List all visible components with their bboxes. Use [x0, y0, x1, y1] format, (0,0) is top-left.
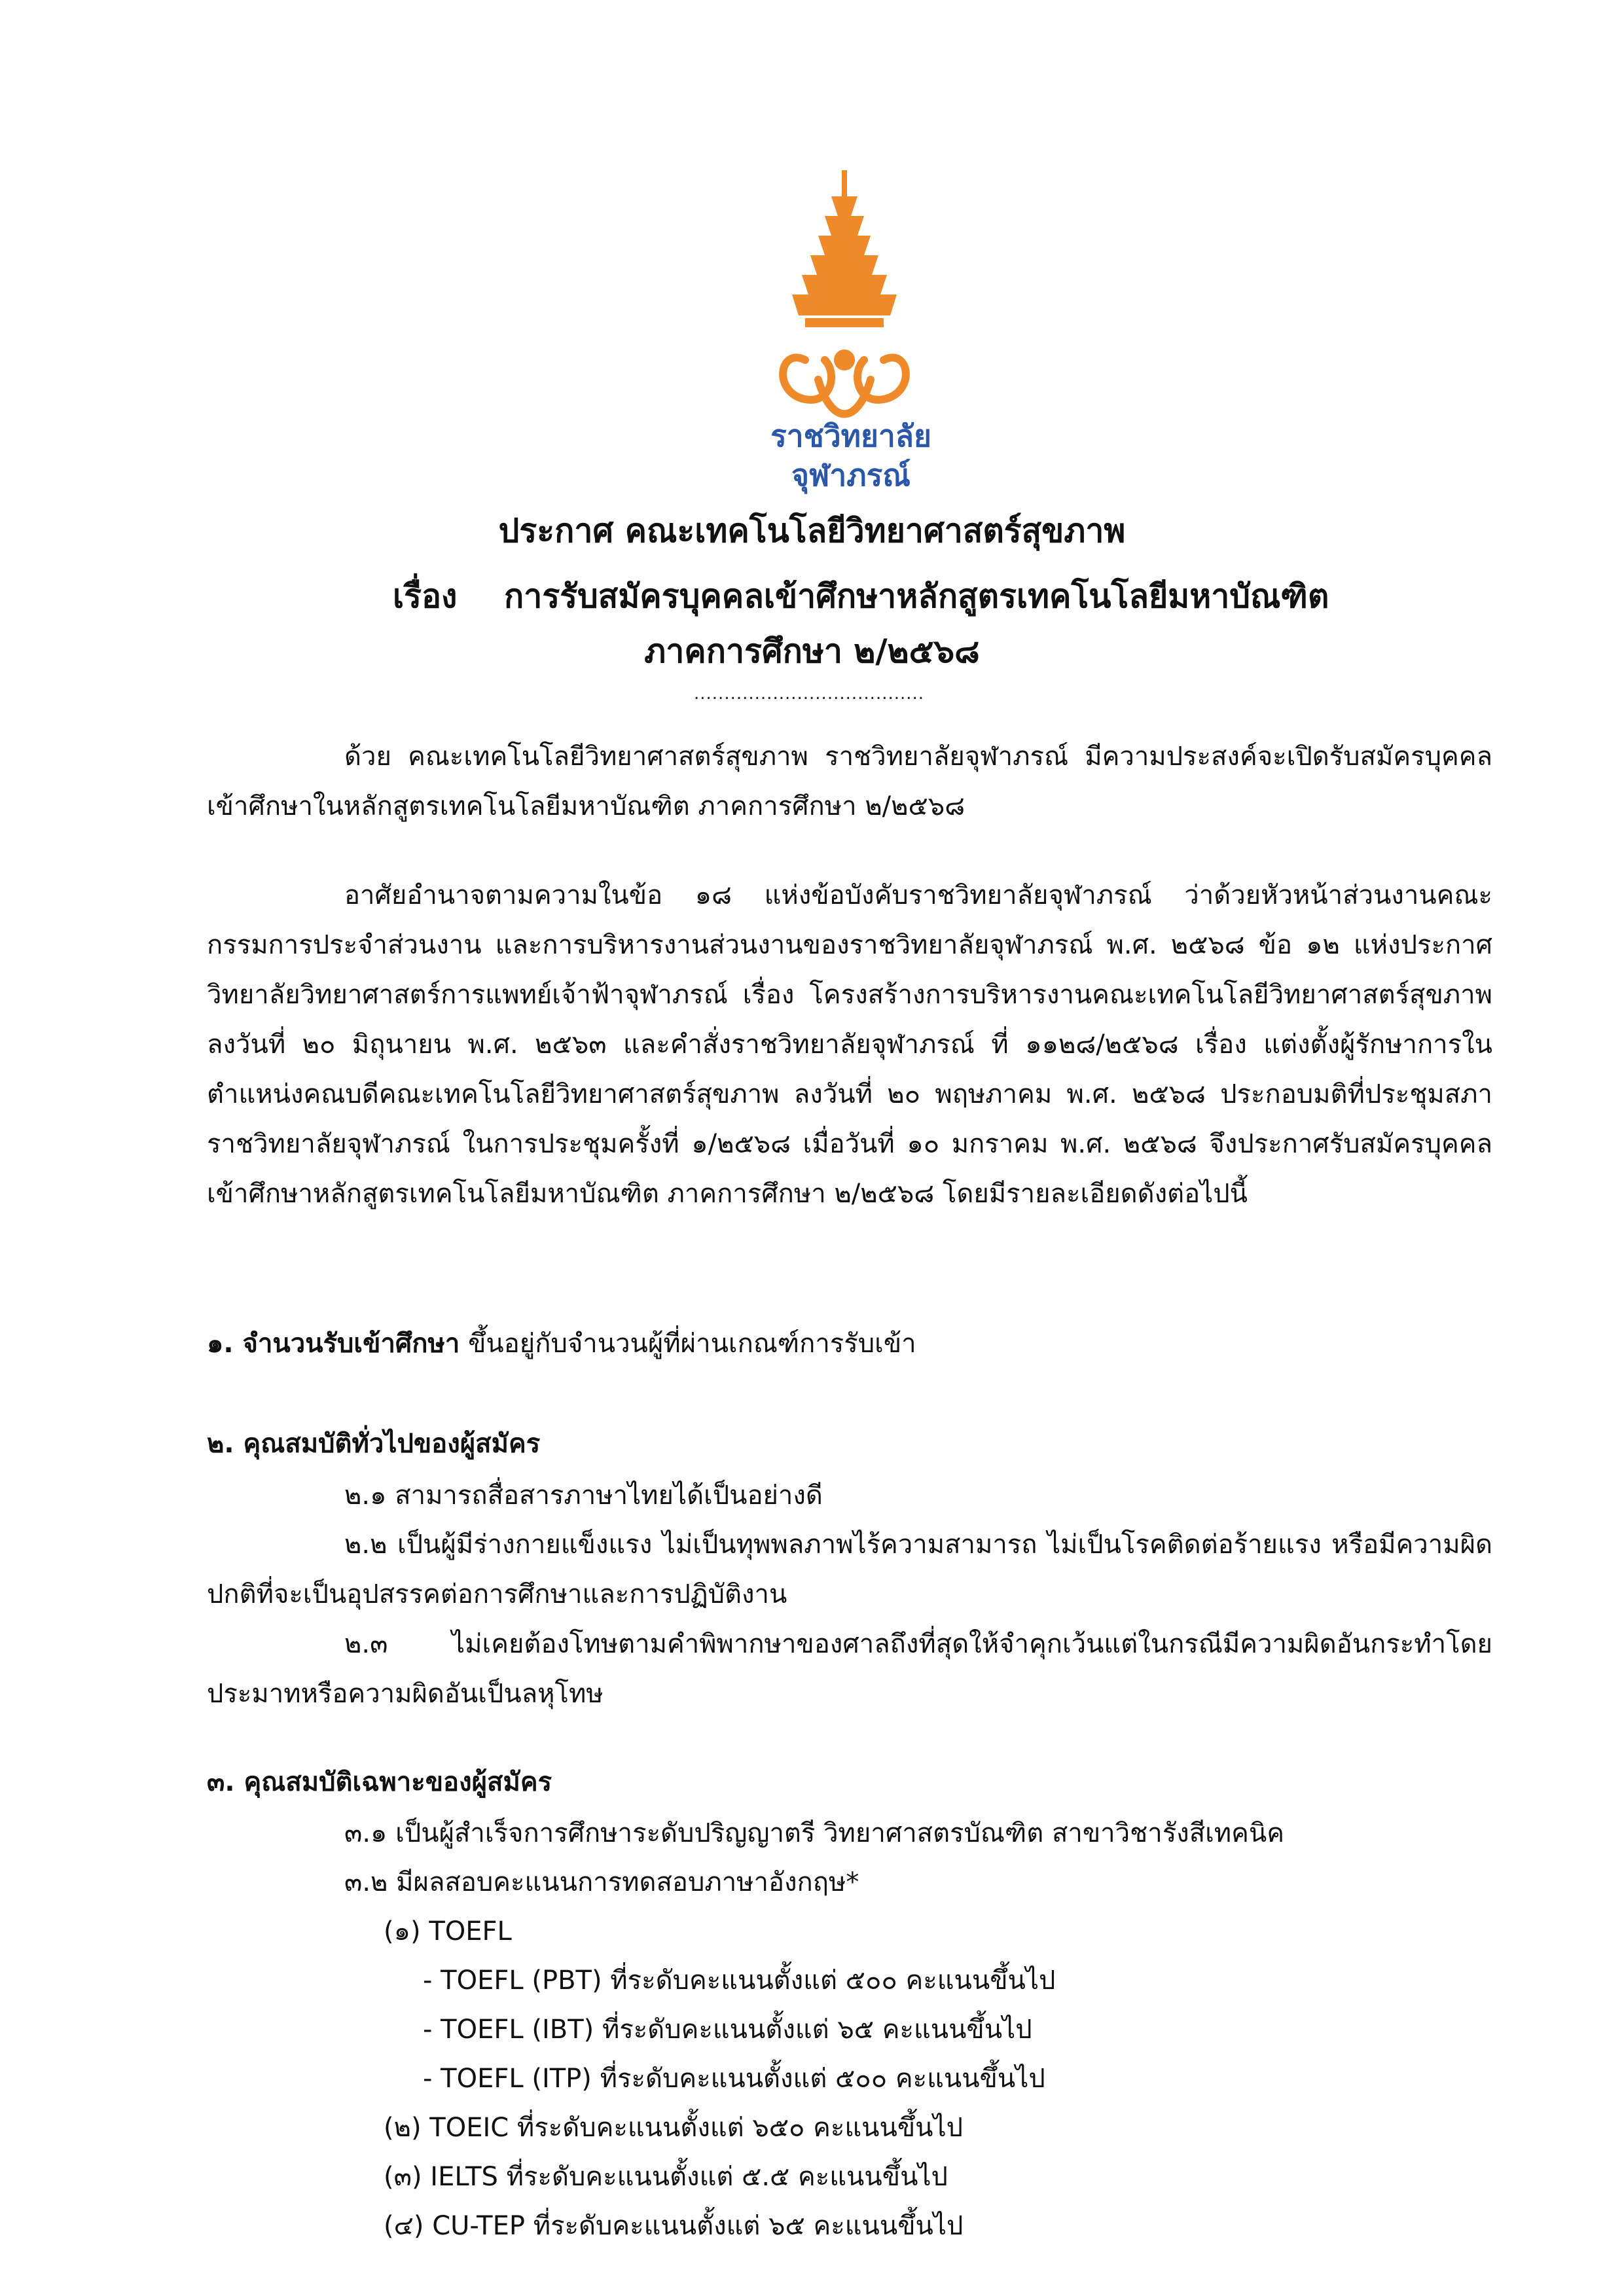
- section-2-item-1: ๒.๑ สามารถสื่อสารภาษาไทยได้เป็นอย่างดี: [344, 1480, 823, 1511]
- toefl-item: (๑) TOEFL: [384, 1916, 512, 1946]
- subject-text: การรับสมัครบุคคลเข้าศึกษาหลักสูตรเทคโนโลยีมหาบัณฑิต: [504, 577, 1329, 615]
- dotted-divider: ......................................: [694, 684, 925, 704]
- section-2-heading: ๒. คุณสมบัติทั่วไปของผู้สมัคร: [207, 1429, 541, 1459]
- section-3-heading: ๓. คุณสมบัติเฉพาะของผู้สมัคร: [207, 1767, 552, 1797]
- section-3-item-1: ๓.๑ เป็นผู้สำเร็จการศึกษาระดับปริญญาตรี วิทยาศาสตรบัณฑิต สาขาวิชารังสีเทคนิค: [344, 1818, 1285, 1848]
- toefl-itp-item: - TOEFL (ITP) ที่ระดับคะแนนตั้งแต่ ๕๐๐ คะแนนขึ้นไป: [423, 2064, 1045, 2094]
- section-2-item-3: ๒.๓ ไม่เคยต้องโทษตามคำพิพากษาของศาลถึงที่สุดให้จำคุกเว้นแต่ในกรณีมีความผิดอันกระทำโดยประมาทหรือความผิดอันเป็นลหุโทษ: [207, 1629, 1492, 1709]
- section-1-heading: ๑. จำนวนรับเข้าศึกษา: [207, 1329, 460, 1359]
- section-2-item-2: ๒.๒ เป็นผู้มีร่างกายแข็งแรง ไม่เป็นทุพพลภาพไร้ความสามารถ ไม่เป็นโรคติดต่อร้ายแรง หรือมีความผิดปกติที่จะเป็นอุปสรรคต่อการศึกษาและการปฏิบัติงาน: [207, 1530, 1492, 1609]
- cutep-item: (๔) CU-TEP ที่ระดับคะแนนตั้งแต่ ๖๕ คะแนนขึ้นไป: [384, 2211, 964, 2241]
- intro-paragraph: ด้วย คณะเทคโนโลยีวิทยาศาสตร์สุขภาพ ราชวิทยาลัยจุฬาภรณ์ มีความประสงค์จะเปิดรับสมัครบุคคลเข้าศึกษาในหลักสูตรเทคโนโลยีมหาบัณฑิต ภาคการศึกษา ๒/๒๕๖๘: [207, 742, 1492, 821]
- section-1-text: ขึ้นอยู่กับจำนวนผู้ที่ผ่านเกณฑ์การรับเข้า: [460, 1329, 916, 1359]
- toefl-pbt-item: - TOEFL (PBT) ที่ระดับคะแนนตั้งแต่ ๕๐๐ คะแนนขึ้นไป: [423, 1965, 1056, 1996]
- logo-text-line1: ราชวิทยาลัย: [770, 418, 931, 454]
- crown-spire-icon: [792, 170, 897, 327]
- swirl-emblem-icon: [783, 353, 906, 414]
- ielts-item: (๓) IELTS ที่ระดับคะแนนตั้งแต่ ๕.๕ คะแนนขึ้นไป: [384, 2162, 948, 2192]
- logo-text-line2: จุฬาภรณ์: [791, 457, 911, 493]
- semester-title: ภาคการศึกษา ๒/๒๕๖๘: [644, 632, 980, 670]
- announcement-title: ประกาศ คณะเทคโนโลยีวิทยาศาสตร์สุขภาพ: [498, 512, 1126, 550]
- section-1: [207, 1322, 916, 1364]
- authority-paragraph: อาศัยอำนาจตามความในข้อ ๑๘ แห่งข้อบังคับราชวิทยาลัยจุฬาภรณ์ ว่าด้วยหัวหน้าส่วนงานคณะกรรมการประจำส่วนงาน และการบริหารงานส่วนงานของราชวิทยาลัยจุฬาภรณ์ พ.ศ. ๒๕๖๘ ข้อ ๑๒ แห่งประกาศวิทยาลัยวิทยาศาสตร์การแพทย์เจ้าฟ้าจุฬาภรณ์ เรื่อง โครงสร้างการบริหารงานคณะเทคโนโลยีวิทยาศาสตร์สุขภาพ ลงวันที่ ๒๐ มิถุนายน พ.ศ. ๒๕๖๓ และคำสั่งราชวิทยาลัยจุฬาภรณ์ ที่ ๑๑๒๘/๒๕๖๘ เรื่อง แต่งตั้งผู้รักษาการในตำแหน่งคณบดีคณะเทคโนโลยีวิทยาศาสตร์สุขภาพ ลงวันที่ ๒๐ พฤษภาคม พ.ศ. ๒๕๖๘ ประกอบมติที่ประชุมสภาราชวิทยาลัยจุฬาภรณ์ ในการประชุมครั้งที่ ๑/๒๕๖๘ เมื่อวันที่ ๑๐ มกราคม พ.ศ. ๒๕๖๘ จึงประกาศรับสมัครบุคคลเข้าศึกษาหลักสูตรเทคโนโลยีมหาบัณฑิต ภาคการศึกษา ๒/๒๕๖๘ โดยมีรายละเอียดดังต่อไปนี้: [207, 880, 1492, 1209]
- toefl-ibt-item: - TOEFL (IBT) ที่ระดับคะแนนตั้งแต่ ๖๕ คะแนนขึ้นไป: [423, 2015, 1032, 2045]
- toeic-item: (๒) TOEIC ที่ระดับคะแนนตั้งแต่ ๖๕๐ คะแนนขึ้นไป: [384, 2113, 964, 2143]
- subject-label: เรื่อง: [393, 577, 458, 615]
- section-3-item-2: ๓.๒ มีผลสอบคะแนนการทดสอบภาษาอังกฤษ*: [344, 1867, 859, 1897]
